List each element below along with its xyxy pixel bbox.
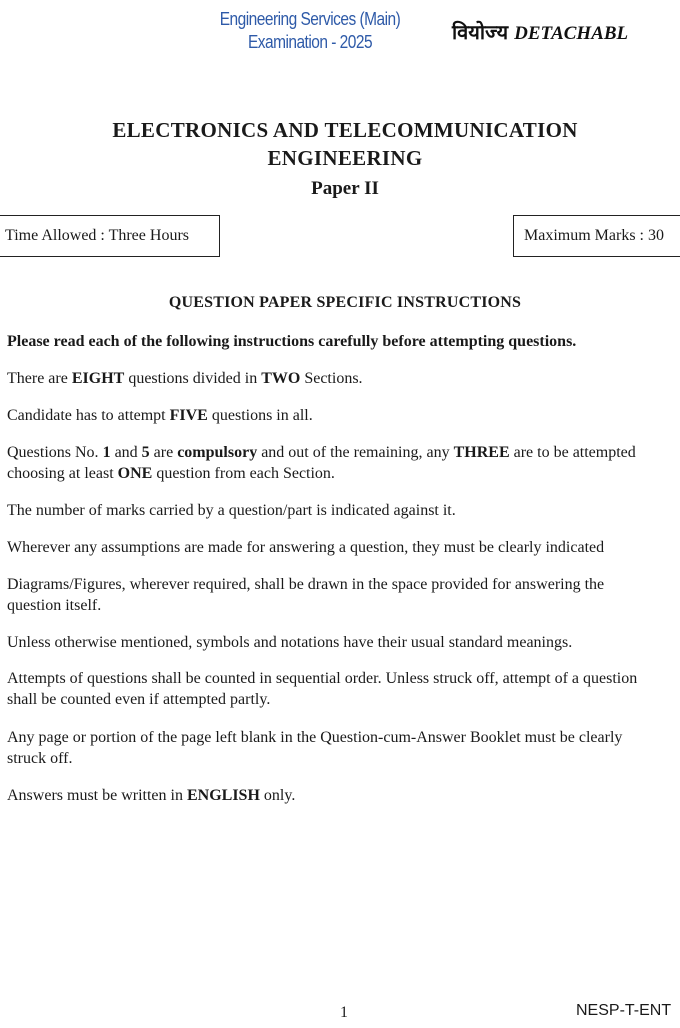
- instruction-10: [7, 785, 680, 806]
- emphasis: 1: [102, 444, 111, 461]
- text: questions divided in: [124, 370, 262, 387]
- instructions-intro: [7, 331, 680, 352]
- instruction-6-line-2: question itself.: [7, 597, 102, 614]
- paper-number: Paper II: [311, 178, 379, 199]
- text: only.: [259, 787, 296, 804]
- emphasis: ENGLISH: [186, 787, 260, 804]
- paper-subject-title: [40, 116, 650, 172]
- text: and out of the remaining, any: [257, 444, 454, 461]
- instruction-9-line-1: Any page or portion of the page left blank in the Question-cum-Answer Booklet must be clearly: [7, 729, 623, 746]
- text: There are: [7, 370, 72, 387]
- instruction-9: [7, 727, 680, 769]
- time-allowed-box: Time Allowed : Three Hours: [0, 215, 220, 257]
- text: Candidate has to attempt: [7, 407, 170, 424]
- text: questions in all.: [207, 407, 313, 424]
- instruction-3-line-2: [7, 463, 680, 484]
- instruction-3: [7, 442, 680, 484]
- text: Sections.: [300, 370, 363, 387]
- instruction-8-line-1: Attempts of questions shall be counted in sequential order. Unless struck off, attempt of a question: [7, 670, 638, 687]
- detachable-hindi: वियोज्य: [452, 20, 509, 44]
- instruction-1: [7, 368, 680, 389]
- text: choosing at least: [7, 465, 118, 482]
- emphasis: EIGHT: [71, 370, 125, 387]
- instruction-2: [7, 405, 680, 426]
- instruction-8: [7, 668, 680, 710]
- exam-name: Engineering Services (Main): [219, 9, 401, 29]
- emphasis: THREE: [453, 444, 510, 461]
- text: are: [149, 444, 178, 461]
- subject-line-2: ENGINEERING: [267, 146, 423, 170]
- instruction-3-line-1: [7, 442, 680, 463]
- instructions-heading: QUESTION PAPER SPECIFIC INSTRUCTIONS: [168, 294, 522, 311]
- text: are to be attempted: [509, 444, 636, 461]
- exam-header: [215, 8, 404, 54]
- instruction-8-line-2: shall be counted even if attempted partly.: [7, 691, 271, 708]
- paper-code: NESP-T-ENT: [576, 1002, 672, 1019]
- emphasis: ONE: [117, 465, 153, 482]
- maximum-marks-box: Maximum Marks : 30: [513, 215, 680, 257]
- instruction-4: The number of marks carried by a question/part is indicated against it.: [7, 502, 456, 519]
- detachable-english: DETACHABL: [514, 23, 629, 44]
- text: and: [110, 444, 142, 461]
- instruction-7: Unless otherwise mentioned, symbols and notations have their usual standard meanings.: [7, 634, 573, 651]
- page-number: 1: [340, 1004, 348, 1021]
- text: Questions No.: [7, 444, 103, 461]
- intro-text: Please read each of the following instructions carefully before attempting questions.: [7, 333, 577, 350]
- emphasis: FIVE: [169, 407, 208, 424]
- emphasis: 5: [141, 444, 150, 461]
- instruction-5: Wherever any assumptions are made for answering a question, they must be clearly indicated: [7, 539, 605, 556]
- subject-line-1: ELECTRONICS AND TELECOMMUNICATION: [112, 118, 578, 142]
- instruction-6-line-1: Diagrams/Figures, wherever required, shall be drawn in the space provided for answering the: [7, 576, 605, 593]
- instruction-9-line-2: struck off.: [7, 750, 73, 767]
- text: Answers must be written in: [7, 787, 187, 804]
- detachable-label: [452, 18, 628, 45]
- exam-year: Examination - 2025: [247, 32, 373, 52]
- emphasis: compulsory: [177, 444, 258, 461]
- instruction-6: [7, 574, 680, 616]
- text: question from each Section.: [152, 465, 335, 482]
- emphasis: TWO: [261, 370, 301, 387]
